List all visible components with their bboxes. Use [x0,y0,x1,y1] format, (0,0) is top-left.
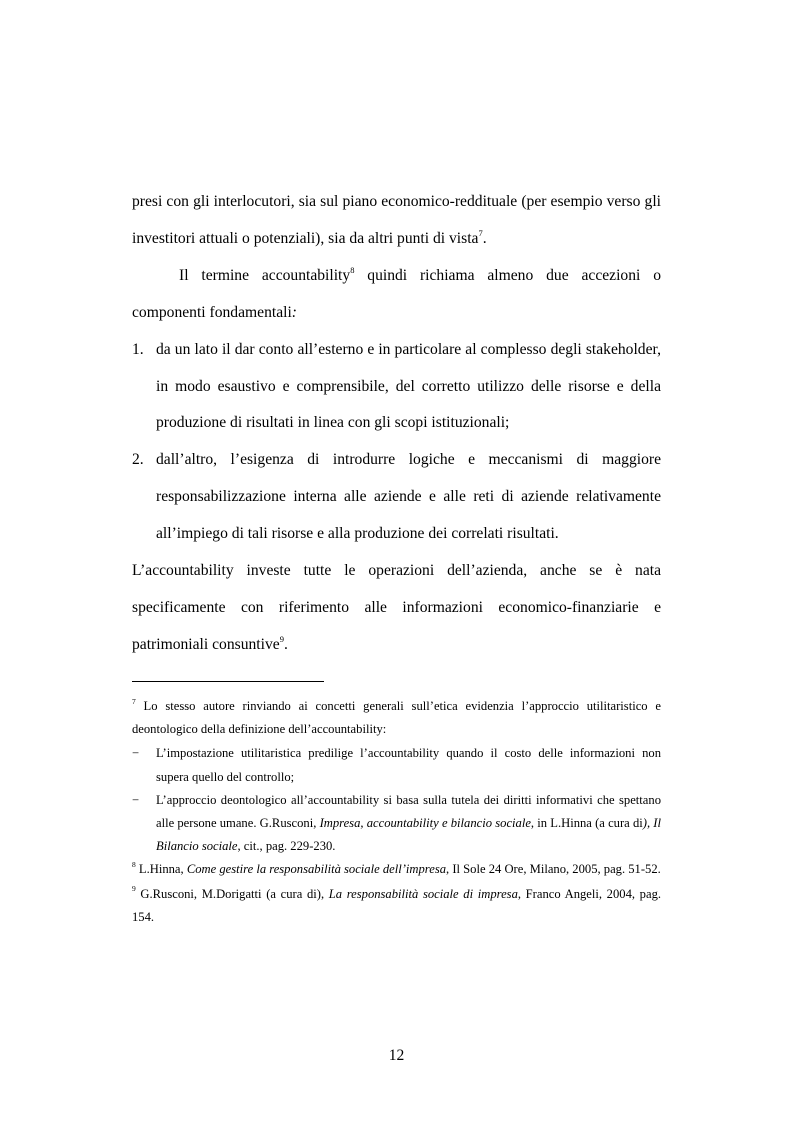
footnote-8-marker: 8 [132,860,136,870]
footnote-ref-7[interactable]: 7 [478,227,483,238]
paragraph-2 [132,258,661,332]
paragraph-1 [132,184,661,258]
footnote-7-item-text: , in L.Hinna (a cura di [530,816,643,831]
footnote-7-text: Lo stesso autore rinviando ai concetti generali sull’etica evidenzia l’approccio utilitaristico e deontologico della definizione dell’accountability: [132,699,661,737]
footnote-7-item-text: , cit., pag. 229-230. [237,839,336,854]
footnote-separator [132,681,324,682]
citation-title: Impresa, accountability e bilancio sociale [319,816,531,831]
footnote-7 [132,695,661,741]
paragraph-1-text: presi con gli interlocutori, sia sul piano economico-reddituale (per esempio verso gli investitori attuali o potenziali), sia da altri punti di vista [132,193,661,247]
footnote-9 [132,883,661,929]
footnote-7-item [132,742,661,788]
list-item-number: 2. [132,451,144,469]
footnote-9-text: G.Rusconi, M.Dorigatti (a cura di), [135,886,329,901]
footnote-9-text: , Franco Angeli, 2004, pag. 154. [132,886,662,924]
footnote-8-text: L.Hinna, [135,862,187,877]
citation-title: Come gestire la responsabilità sociale dell’impresa [186,862,447,877]
paragraph-3-end: . [283,635,288,653]
footnote-8-text: , Il Sole 24 Ore, Milano, 2005, pag. 51-52. [446,862,661,877]
dash-bullet: − [132,792,140,807]
paragraph-1-end: . [482,229,487,247]
list-item-number: 1. [132,340,144,358]
footnote-7-item-text: L’impostazione utilitaristica predilige l’accountability quando il costo delle informazioni non supera quello del controllo; [156,746,661,784]
list-item [132,332,661,443]
footnote-ref-8[interactable]: 8 [350,264,355,275]
footnote-9-marker: 9 [132,884,136,894]
list-item [132,442,661,553]
page-number: 12 [388,1047,405,1064]
paragraph-2-text-a: Il termine accountability [179,266,351,284]
footnotes [132,695,661,930]
paragraph-2-colon: : [291,303,297,321]
footnote-8 [132,858,661,881]
paragraph-2-text-b: quindi richiama almeno due accezioni o componenti fondamentali [132,266,661,321]
body-text [132,184,661,664]
numbered-list [132,332,661,553]
footnote-7-list [132,742,661,858]
footnote-ref-9[interactable]: 9 [279,633,284,644]
dash-bullet: − [132,746,140,761]
citation-title: ), Il Bilancio sociale [156,816,662,854]
paragraph-3 [132,553,661,664]
footnote-7-item-text: L’approccio deontologico all’accountability si basa sulla tutela dei diritti informativi che spettano alle persone umane. G.Rusconi, [156,792,661,831]
list-item-text: da un lato il dar conto all’esterno e in particolare al complesso degli stakeholder, in modo esaustivo e comprensibile, del corretto utilizzo delle risorse e della produzione di risultati in linea con gli scopi istituzionali; [156,340,661,432]
paragraph-3-text: L’accountability investe tutte le operazioni dell’azienda, anche se è nata specificamente con riferimento alle informazioni economico-finanziarie e patrimoniali consuntive [132,562,661,653]
footnote-7-item [132,789,661,859]
citation-title: La responsabilità sociale di impresa [328,886,518,901]
footnote-7-marker: 7 [132,696,136,706]
list-item-text: dall’altro, l’esigenza di introdurre logiche e meccanismi di maggiore responsabilizzazione interna alle aziende e alle reti di aziende relativamente all’impiego di tali risorse e alla produzione dei correlati risultati. [156,451,661,543]
